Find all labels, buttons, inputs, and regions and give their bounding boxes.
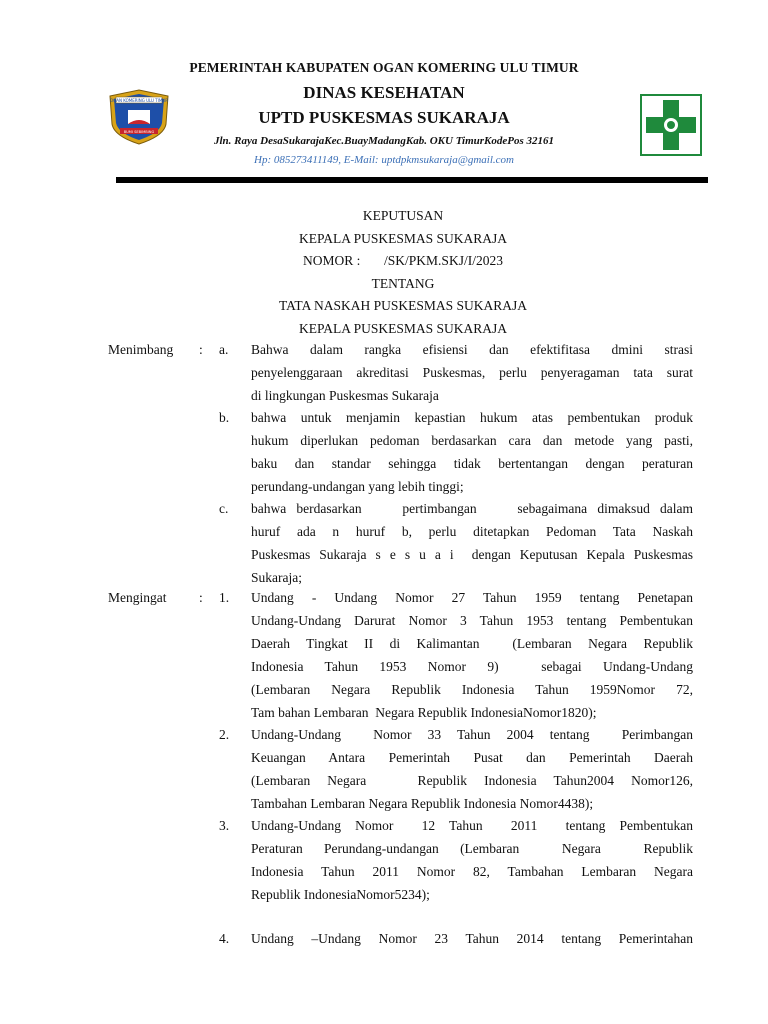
title-tentang: TENTANG bbox=[371, 275, 435, 291]
list-item-number: 2. bbox=[219, 727, 230, 742]
title-subject: TATA NASKAH PUSKESMAS SUKARAJA bbox=[278, 298, 527, 313]
title-nomor: NOMOR : /SK/PKM.SKJ/I/2023 bbox=[303, 253, 503, 268]
list-item: bahwa berdasarkan pertimbangan sebagaimana dimaksud dalam huruf ada n huruf b, perlu ditetapkan Pedoman Tata Naskah Puskesmas Sukaraja s e s u a i dengan Keputusan Kepala Puskesmas Sukaraja; bbox=[251, 501, 693, 585]
list-item-number: 4. bbox=[219, 931, 230, 946]
list-item: Undang - Undang Nomor 27 Tahun 1959 tentang Penetapan Undang-Undang Darurat Nomor 3 Tahun 1953 tentang Pembentukan Daerah Tingkat II di Kalimantan (Lembaran Negara Republik Indonesia Tahun 1953 Nomor 9) sebagai Undang-Undang (Lembaran Negara Republik Indonesia Tahun 1959Nomor 72, Tam bahan Lembaran Negara Republik IndonesiaNomor1820); bbox=[251, 590, 693, 720]
list-item: Undang-Undang Nomor 12 Tahun 2011 tentang Pembentukan Peraturan Perundang-undangan (Lembaran Negara Republik Indonesia Tahun 2011 Nomor 82, Tambahan Lembaran Negara Republik IndonesiaNomor5234); bbox=[251, 818, 693, 902]
mengingat-label: Mengingat bbox=[108, 590, 167, 605]
letterhead bbox=[0, 0, 768, 190]
list-item-number: 1. bbox=[219, 590, 230, 605]
list-item: Undang –Undang Nomor 23 Tahun 2014 tentang Pemerintahan bbox=[251, 931, 693, 946]
title-kepala: KEPALA PUSKESMAS SUKARAJA bbox=[298, 230, 508, 246]
unit-name: UPTD PUSKESMAS SUKARAJA bbox=[258, 108, 510, 127]
list-item-number: a. bbox=[219, 342, 229, 357]
list-item-number: c. bbox=[219, 501, 229, 516]
list-item: bahwa untuk menjamin kepastian hukum atas pembentukan produk hukum diperlukan pedoman berdasarkan cara dan metode yang pasti, baku dan standar sehingga tidak bertentangan dengan peraturan perundang-undangan yang lebih tinggi; bbox=[251, 410, 693, 494]
list-item-number: 3. bbox=[219, 818, 230, 833]
header-divider bbox=[116, 177, 708, 183]
government-name: PEMERINTAH KABUPATEN OGAN KOMERING ULU TIMUR bbox=[189, 60, 579, 75]
address-line: Jln. Raya DesaSukarajaKec.BuayMadangKab. OKU TimurKodePos 32161 bbox=[213, 135, 554, 147]
menimbang-colon: : bbox=[199, 342, 203, 357]
list-item: Bahwa dalam rangka efisiensi dan efektifitasa dmini strasi penyelenggaraan akreditasi Puskesmas, perlu penyeragaman tata surat di lingkungan Puskesmas Sukaraja bbox=[251, 342, 693, 403]
mengingat-colon: : bbox=[199, 590, 203, 605]
contact-line[interactable]: Hp: 085273411149, E-Mail: uptdpkmsukaraja@gmail.com bbox=[254, 154, 514, 166]
list-item-number: b. bbox=[219, 410, 230, 425]
svg-text:OGAN KOMERING ULU TIMUR: OGAN KOMERING ULU TIMUR bbox=[109, 98, 169, 103]
menimbang-section bbox=[0, 340, 768, 590]
title-keputusan: KEPUTUSAN bbox=[362, 208, 444, 223]
decree-title bbox=[0, 205, 768, 340]
menimbang-label: Menimbang bbox=[108, 342, 174, 357]
svg-text:BUMI SEBIMBING: BUMI SEBIMBING bbox=[123, 130, 155, 134]
mengingat-section bbox=[0, 590, 768, 960]
title-kepala-repeat: KEPALA PUSKESMAS SUKARAJA bbox=[298, 320, 508, 336]
agency-name: DINAS KESEHATAN bbox=[303, 83, 465, 102]
list-item: Undang-Undang Nomor 33 Tahun 2004 tentang Perimbangan Keuangan Antara Pemerintah Pusat dan Pemerintah Daerah (Lembaran Negara Republik Indonesia Tahun2004 Nomor126, Tambahan Lembaran Negara Republik Indonesia Nomor4438); bbox=[251, 727, 693, 811]
